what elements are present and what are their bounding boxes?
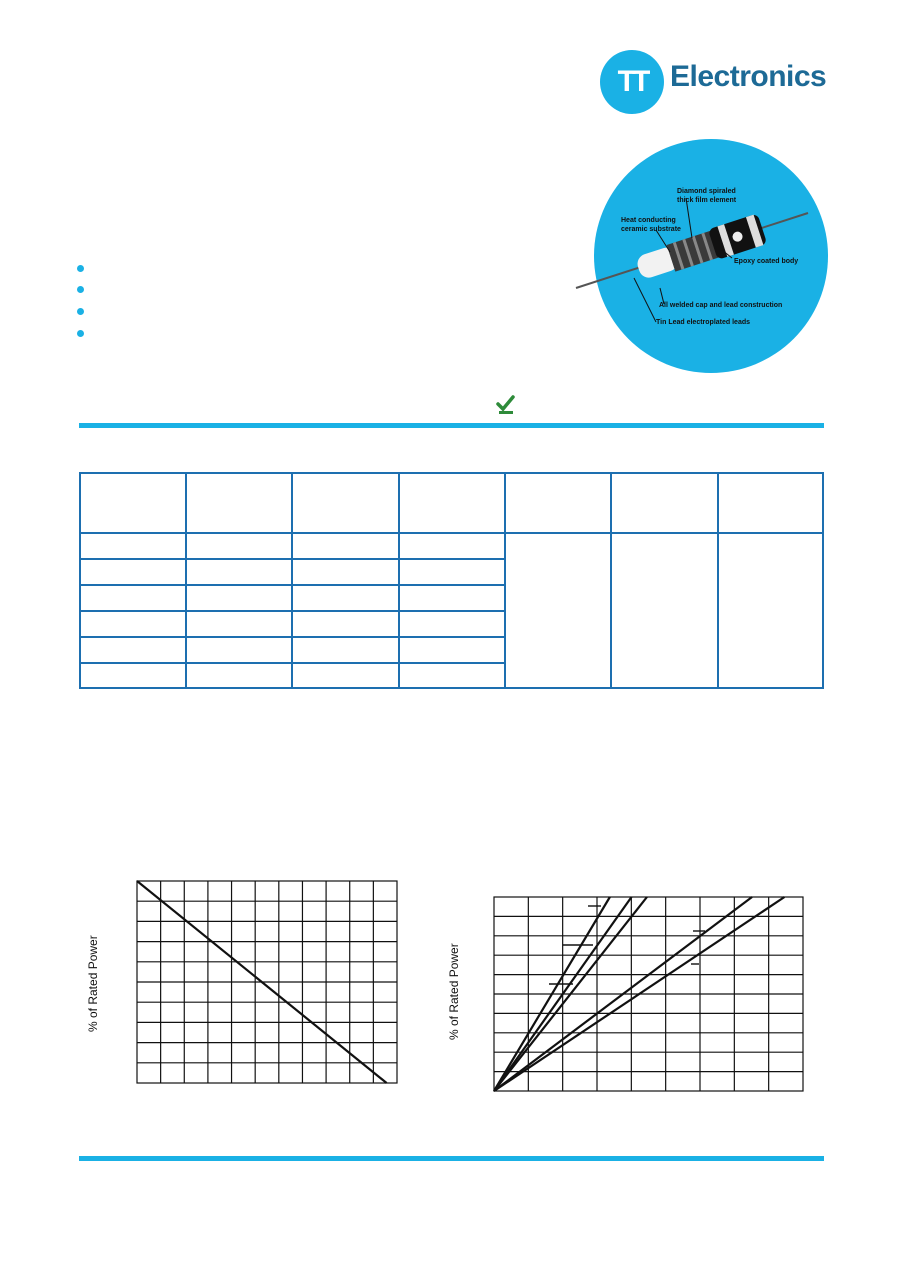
label-tin-lead-leads: Tin Lead electroplated leads: [656, 319, 751, 326]
top-divider: [79, 423, 824, 428]
label-welded-cap: All welded cap and lead construction: [659, 302, 783, 309]
logo-mark: TT: [600, 50, 664, 114]
right-pulse-chart: [493, 896, 804, 1092]
label-thick-film-element: thick film element: [677, 197, 737, 204]
right-chart-tick-marks: [549, 906, 705, 984]
logo-wordmark: Electronics: [670, 60, 827, 93]
right-chart-grid: [494, 897, 803, 1091]
bottom-divider: [79, 1156, 824, 1161]
label-ceramic-substrate: ceramic substrate: [621, 226, 681, 233]
label-diamond-spiraled: Diamond spiraled: [677, 188, 736, 195]
spec-table-grid: [79, 472, 824, 689]
left-derating-chart: [136, 880, 398, 1084]
checkmark-icon: [496, 395, 516, 415]
specification-table: [79, 472, 824, 689]
resistor-cutaway-image: [574, 138, 828, 376]
right-chart-y-axis-label: % of Rated Power: [447, 943, 461, 1040]
label-heat-conducting: Heat conducting: [621, 217, 676, 224]
left-chart-y-axis-label: % of Rated Power: [86, 935, 100, 1032]
rohs-compliance-mark: [496, 395, 516, 415]
feature-bullet: [77, 286, 84, 293]
product-illustration: [574, 138, 828, 376]
label-epoxy-coated-body: Epoxy coated body: [734, 258, 799, 265]
feature-bullet: [77, 330, 84, 337]
feature-bullet: [77, 308, 84, 315]
feature-bullet: [77, 265, 84, 272]
company-logo: [600, 50, 830, 114]
